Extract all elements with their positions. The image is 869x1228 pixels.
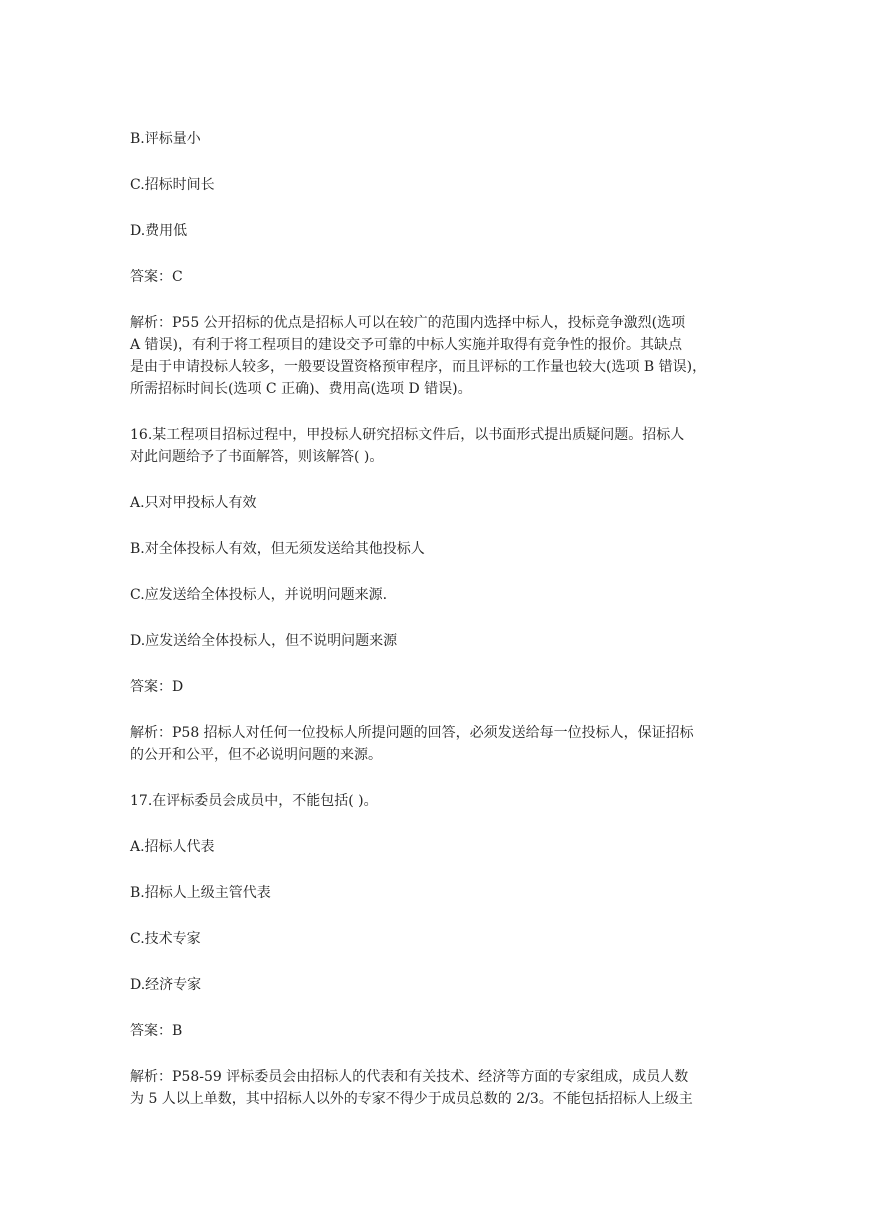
q16-option-a: A.只对甲投标人有效 [130, 495, 257, 511]
q16-option-c: C.应发送给全体投标人，并说明问题来源. [130, 587, 388, 603]
q17-analysis-line: 解析：P58-59 评标委员会由招标人的代表和有关技术、经济等方面的专家组成，成员人数 [130, 1069, 689, 1085]
q15-analysis-line: 所需招标时间长(选项 C 正确)、费用高(选项 D 错误)。 [130, 381, 472, 397]
q16-answer: 答案：D [130, 679, 184, 695]
document-page [130, 128, 742, 1110]
q15-analysis-line: 解析：P55 公开招标的优点是招标人可以在较广的范围内选择中标人，投标竞争激烈(选项 [130, 315, 686, 331]
q16-option-b: B.对全体投标人有效，但无须发送给其他投标人 [130, 541, 425, 557]
q17-option-b: B.招标人上级主管代表 [130, 885, 271, 901]
q16-analysis-line: 的公开和公平，但不必说明问题的来源。 [130, 747, 382, 763]
q15-option-d: D.费用低 [130, 223, 188, 239]
q17-analysis [130, 1066, 742, 1110]
q17-option-c: C.技术专家 [130, 931, 201, 947]
q17-question: 17.在评标委员会成员中，不能包括( )。 [130, 793, 378, 809]
q16-question-line: 16.某工程项目招标过程中，甲投标人研究招标文件后，以书面形式提出质疑问题。招标人 [130, 427, 685, 443]
q16-question-line: 对此问题给予了书面解答，则该解答( )。 [130, 449, 384, 465]
q15-answer: 答案：C [130, 269, 183, 285]
q16-analysis [130, 722, 742, 766]
q16-question [130, 424, 742, 468]
q15-option-b: B.评标量小 [130, 131, 201, 147]
q17-analysis-line: 为 5 人以上单数，其中招标人以外的专家不得少于成员总数的 2/3。不能包括招标人上级主 [130, 1091, 693, 1107]
q15-analysis [130, 312, 742, 400]
q15-option-c: C.招标时间长 [130, 177, 215, 193]
q17-answer: 答案：B [130, 1023, 183, 1039]
q17-option-a: A.招标人代表 [130, 839, 215, 855]
q16-analysis-line: 解析：P58 招标人对任何一位投标人所提问题的回答，必须发送给每一位投标人，保证招标 [130, 725, 694, 741]
q16-option-d: D.应发送给全体投标人，但不说明问题来源 [130, 633, 398, 649]
q15-analysis-line: 是由于申请投标人较多，一般要设置资格预审程序，而且评标的工作量也较大(选项 B 错误)， [130, 359, 707, 375]
q15-analysis-line: A 错误)，有利于将工程项目的建设交予可靠的中标人实施并取得有竞争性的报价。其缺点 [130, 337, 683, 353]
q17-option-d: D.经济专家 [130, 977, 202, 993]
